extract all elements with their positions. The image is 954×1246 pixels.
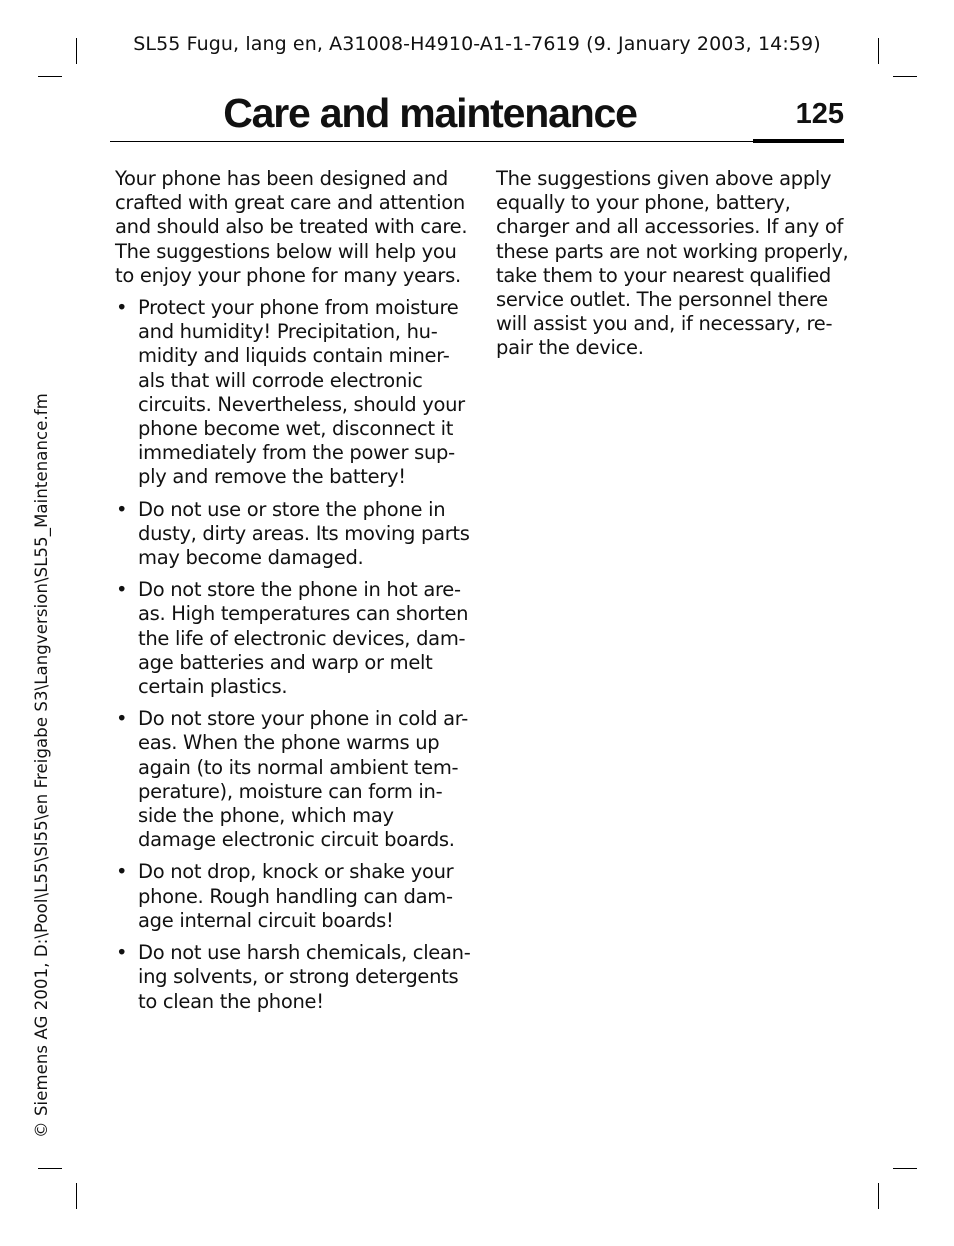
text-line: age internal circuit boards!	[138, 908, 394, 932]
list-item	[115, 941, 471, 1014]
text-line: Protect your phone from moisture	[138, 296, 459, 320]
text-line: ply and remove the battery!	[138, 465, 406, 489]
page-number-rule	[753, 139, 844, 143]
text-line: Do not store the phone in hot are-	[138, 578, 461, 602]
crop-mark-bottom-right-vertical	[878, 1183, 879, 1209]
crop-mark-top-right-horizontal	[893, 76, 917, 77]
text-line: ing solvents, or strong detergents	[138, 965, 459, 989]
text-line: als that will corrode electronic	[138, 368, 423, 392]
crop-mark-bottom-left-horizontal	[38, 1168, 62, 1169]
text-line: Do not drop, knock or shake your	[138, 860, 454, 884]
list-item	[115, 707, 467, 852]
text-line: to enjoy your phone for many years.	[115, 263, 461, 287]
text-line: again (to its normal ambient tem-	[138, 755, 459, 779]
list-item	[115, 860, 467, 933]
bullet-icon: •	[116, 941, 128, 965]
text-line: and humidity! Precipitation, hu-	[138, 320, 438, 344]
text-line: midity and liquids contain miner-	[138, 344, 450, 368]
right-column	[496, 167, 849, 369]
side-margin-file-path: © Siemens AG 2001, D:\Pool\L55\Sl55\en Freigabe S3\Langversion\SL55_Maintenance.fm	[32, 393, 51, 1138]
crop-mark-bottom-right-horizontal	[893, 1168, 917, 1169]
text-line: age batteries and warp or melt	[138, 650, 433, 674]
text-line: will assist you and, if necessary, re-	[496, 312, 833, 336]
text-line: side the phone, which may	[138, 804, 394, 828]
text-line: Your phone has been designed and	[115, 167, 448, 190]
bullet-icon: •	[116, 497, 128, 521]
text-line: may become damaged.	[138, 546, 364, 570]
title-rule	[110, 141, 753, 142]
bullet-icon: •	[116, 296, 128, 320]
text-line: dusty, dirty areas. Its moving parts	[138, 521, 470, 545]
list-item	[115, 497, 470, 571]
text-line: crafted with great care and attention	[115, 191, 465, 215]
page-title: Care and maintenance	[223, 90, 637, 136]
accessories-paragraph	[496, 167, 849, 361]
text-line: The suggestions below will help you	[115, 239, 457, 263]
text-line: these parts are not working properly,	[496, 239, 849, 263]
text-line: The suggestions given above apply	[496, 167, 832, 190]
text-line: phone become wet, disconnect it	[138, 417, 454, 441]
text-line: damage electronic circuit boards.	[138, 828, 455, 852]
text-line: phone. Rough handling can dam-	[138, 884, 453, 908]
left-column	[115, 167, 471, 1022]
text-line: to clean the phone!	[138, 989, 324, 1013]
crop-mark-top-left-horizontal	[38, 76, 62, 77]
text-line: service outlet. The personnel there	[496, 288, 828, 312]
bullet-icon: •	[116, 860, 128, 884]
bullet-icon: •	[116, 578, 128, 602]
intro-paragraph	[115, 167, 467, 288]
text-line: the life of electronic devices, dam-	[138, 626, 466, 650]
file-info-header: SL55 Fugu, lang en, A31008-H4910-A1-1-7619 (9. January 2003, 14:59)	[133, 33, 821, 55]
text-line: as. High temperatures can shorten	[138, 602, 469, 626]
text-line: Do not use or store the phone in	[138, 497, 446, 521]
text-line: pair the device.	[496, 336, 644, 360]
text-line: circuits. Nevertheless, should your	[138, 392, 465, 416]
text-line: take them to your nearest qualified	[496, 263, 831, 287]
crop-mark-bottom-left-vertical	[76, 1183, 77, 1209]
list-item	[115, 578, 467, 699]
text-line: charger and all accessories. If any of	[496, 215, 844, 239]
text-line: and should also be treated with care.	[115, 215, 468, 239]
text-line: Do not store your phone in cold ar-	[138, 707, 468, 731]
text-line: eas. When the phone warms up	[138, 731, 440, 755]
text-line: immediately from the power sup-	[138, 441, 455, 465]
text-line: certain plastics.	[138, 675, 288, 699]
text-line: Do not use harsh chemicals, clean-	[138, 941, 471, 965]
text-line: perature), moisture can form in-	[138, 779, 443, 803]
list-item	[115, 296, 467, 490]
text-line: equally to your phone, battery,	[496, 191, 791, 215]
page-number: 125	[795, 98, 844, 130]
bullet-icon: •	[116, 707, 128, 731]
care-tips-list	[115, 296, 471, 1014]
